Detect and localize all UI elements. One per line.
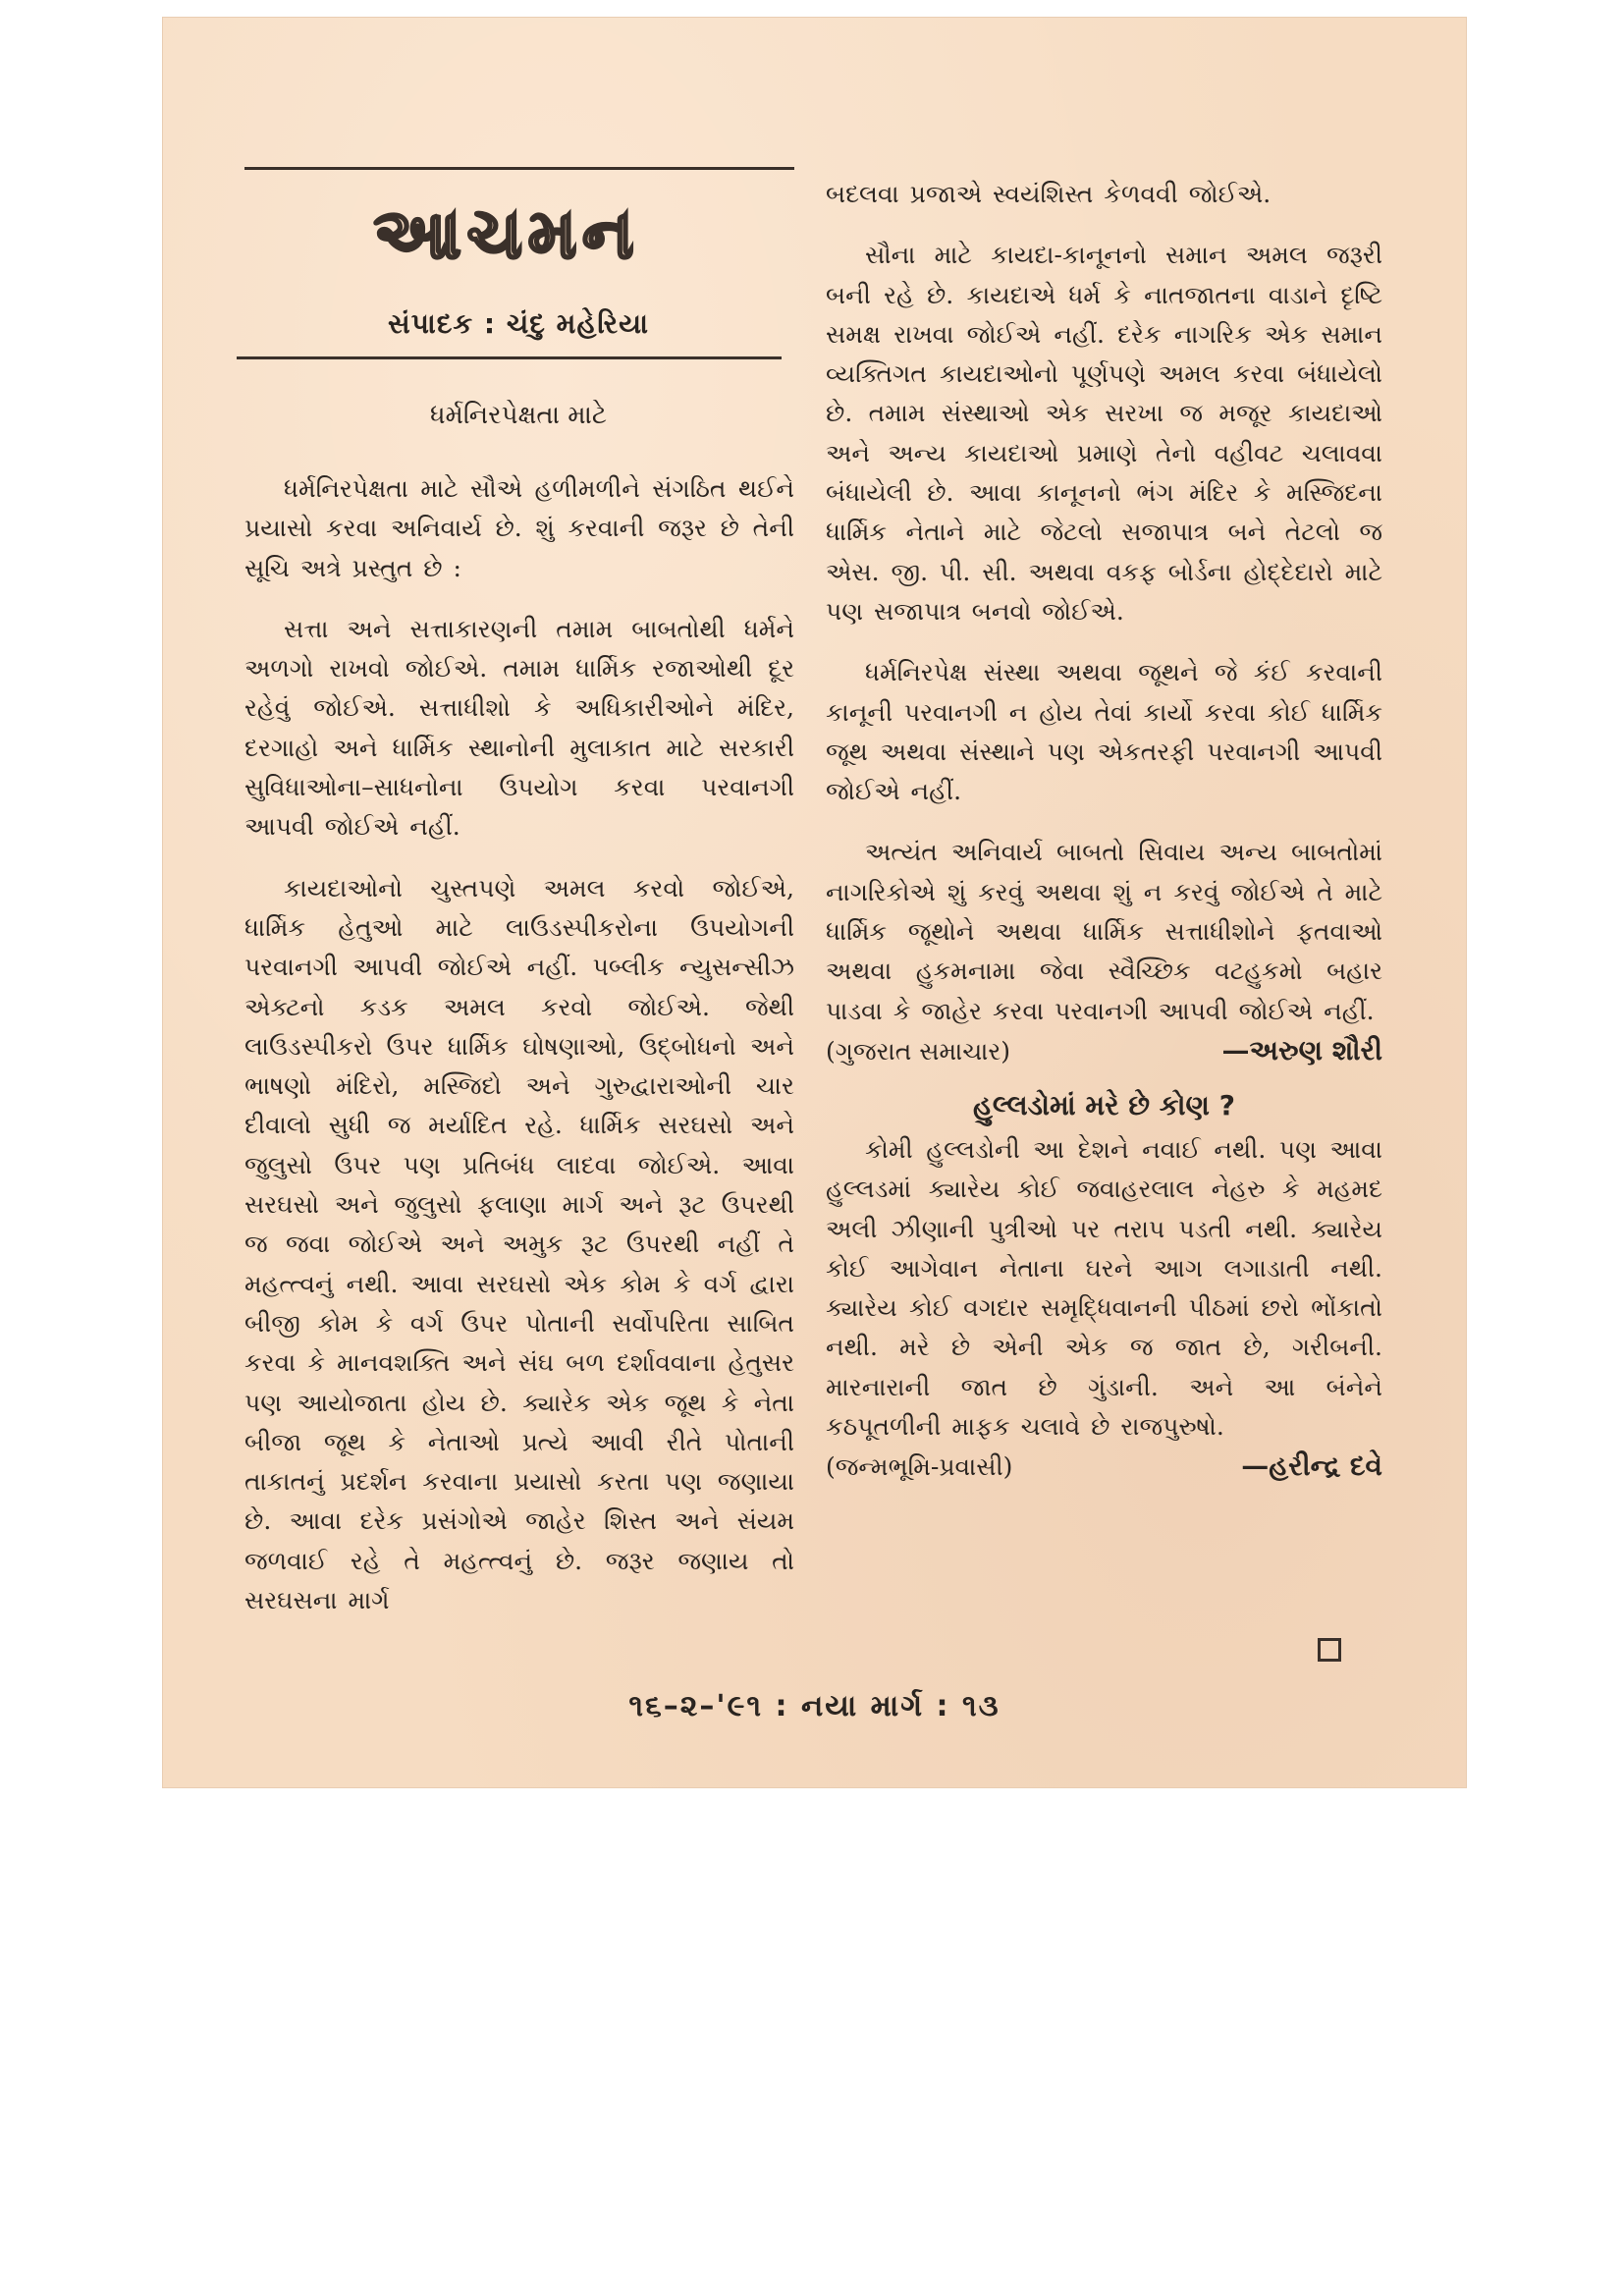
paragraph: સૌના માટે કાયદા-કાનૂનનો સમાન અમલ જરૂરી બની રહે છે. કાયદાએ ધર્મ કે નાતજાતના વાડાને દૃષ્ટિ સમક્ષ રાખવા જોઈએ નહીં. દરેક નાગરિક એક સમાન વ્યક્તિગત કાયદાઓનો પૂર્ણપણે અમલ કરવા બંધાયેલો છે. તમામ સંસ્થાઓ એક સરખા જ મજૂર કાયદાઓ અને અન્ય કાયદાઓ પ્રમાણે તેનો વહીવટ ચલાવવા બંધાયેલી છે. આવા કાનૂનનો ભંગ મંદિર કે મસ્જિદના ધાર્મિક નેતાને માટે જેટલો સજાપાત્ર બને તેટલો જ એસ. જી. પી. સી. અથવા વકફ બોર્ડના હોદ્દેદારો માટે પણ સજાપાત્ર બનવો જોઈએ. (826, 241, 1382, 626)
paragraph: ધર્મનિરપેક્ષતા માટે સૌએ હળીમળીને સંગઠિત થઈને પ્રયાસો કરવા અનિવાર્ય છે. શું કરવાની જરૂર છે તેની સૂચિ અત્રે પ્રસ્તુત છે : (244, 474, 794, 582)
column-masthead: આચમન (373, 192, 640, 274)
credit-line (826, 1031, 1382, 1071)
paragraph: ધર્મનિરપેક્ષ સંસ્થા અથવા જૂથને જે કંઈ કરવાની કાનૂની પરવાનગી ન હોય તેવાં કાર્યો કરવા કોઈ ધાર્મિક જૂથ અથવા સંસ્થાને પણ એકતરફી પરવાનગી આપવી જોઈએ નહીં. (826, 658, 1382, 806)
top-rule (244, 167, 794, 170)
author-credit: —હરીન્દ્ર દવે (1241, 1449, 1382, 1483)
left-column (244, 469, 794, 1620)
paragraph: કોમી હુલ્લડોની આ દેશને નવાઈ નથી. પણ આવા હુલ્લડમાં ક્યારેય કોઈ જવાહરલાલ નેહરુ કે મહમદ અલી ઝીણાની પુત્રીઓ પર તરાપ પડતી નથી. ક્યારેય કોઈ આગેવાન નેતાના ઘરને આગ લગાડાતી નથી. ક્યારેય કોઈ વગદાર સમૃદ્ધિવાનની પીઠમાં છરો ભોંકાતો નથી. મરે છે એની એક જ જાત છે, ગરીબની. મારનારાની જાત છે ગુંડાની. અને આ બંનેને કઠપૂતળીની માફક ચલાવે છે રાજપુરુષો. (826, 1134, 1382, 1442)
right-column (826, 175, 1382, 1487)
source-credit: (જન્મભૂમિ-પ્રવાસી) (826, 1452, 1013, 1482)
paragraph: બદલવા પ્રજાએ સ્વયંશિસ્ત કેળવવી જોઈએ. (826, 180, 1271, 208)
paragraph: અત્યંત અનિવાર્ય બાબતો સિવાય અન્ય બાબતોમાં નાગરિકોએ શું કરવું અથવા શું ન કરવું જોઈએ તે માટે ધાર્મિક જૂથોને અથવા ધાર્મિક સત્તાધીશોને ફતવાઓ અથવા હુકમનામા જેવા સ્વૈચ્છિક વટહુકમો બહાર પાડવા કે જાહેર કરવા પરવાનગી આપવી જોઈએ નહીં. (826, 838, 1382, 1025)
paragraph: સત્તા અને સત્તાકારણની તમામ બાબતોથી ધર્મને અળગો રાખવો જોઈએ. તમામ ધાર્મિક રજાઓથી દૂર રહેવું જોઈએ. સત્તાધીશો કે અધિકારીઓને મંદિર, દરગાહો અને ધાર્મિક સ્થાનોની મુલાકાત માટે સરકારી સુવિધાઓના–સાધનોના ઉપયોગ કરવા પરવાનગી આપવી જોઈએ નહીં. (244, 614, 794, 842)
end-mark-icon (1318, 1638, 1341, 1662)
credit-line (826, 1447, 1382, 1487)
scanned-page (163, 18, 1466, 1787)
source-credit: (ગુજરાત સમાચાર) (826, 1036, 1011, 1066)
author-credit: —અરુણ શૌરી (1221, 1033, 1382, 1066)
page-footer: ૧૬–૨–'૯૧ : નયા માર્ગ : ૧૩ (628, 1689, 1001, 1723)
editor-line: સંપાદક : ચંદુ મહેરિયા (388, 307, 649, 340)
section-title-secularism: ધર્મનિરપેક્ષતા માટે (429, 401, 608, 430)
masthead-rule (237, 356, 782, 359)
paragraph: કાયદાઓનો ચુસ્તપણે અમલ કરવો જોઈએ, ધાર્મિક હેતુઓ માટે લાઉડસ્પીકરોના ઉપયોગની પરવાનગી આપવી જોઈએ નહીં. પબ્લીક ન્યુસન્સીઝ એક્ટનો કડક અમલ કરવો જોઈએ. જેથી લાઉડસ્પીકરો ઉપર ધાર્મિક ઘોષણાઓ, ઉદ્બોધનો અને ભાષણો મંદિરો, મસ્જિદો અને ગુરુદ્વારાઓની ચાર દીવાલો સુધી જ મર્યાદિત રહે. ધાર્મિક સરઘસો અને જુલુસો ઉપર પણ પ્રતિબંધ લાદવા જોઈએ. આવા સરઘસો અને જુલુસો ફલાણા માર્ગ અને રૂટ ઉપરથી જ જવા જોઈએ અને અમુક રૂટ ઉપરથી નહીં તે મહત્ત્વનું નથી. આવા સરઘસો એક કોમ કે વર્ગ દ્વારા બીજી કોમ કે વર્ગ ઉપર પોતાની સર્વોપરિતા સાબિત કરવા કે માનવશક્તિ અને સંઘ બળ દર્શાવવાના હેતુસર પણ આયોજાતા હોય છે. ક્યારેક એક જૂથ કે નેતા બીજા જૂથ કે નેતાઓ પ્રત્યે આવી રીતે પોતાની તાકાતનું પ્રદર્શન કરવાના પ્રયાસો કરતા પણ જણાયા છે. આવા દરેક પ્રસંગોએ જાહેર શિસ્ત અને સંયમ જળવાઈ રહે તે મહત્ત્વનું છે. જરૂર જણાય તો સરઘસના માર્ગ (244, 873, 794, 1615)
section-title-riots: હુલ્લડોમાં મરે છે કોણ ? (973, 1088, 1235, 1121)
